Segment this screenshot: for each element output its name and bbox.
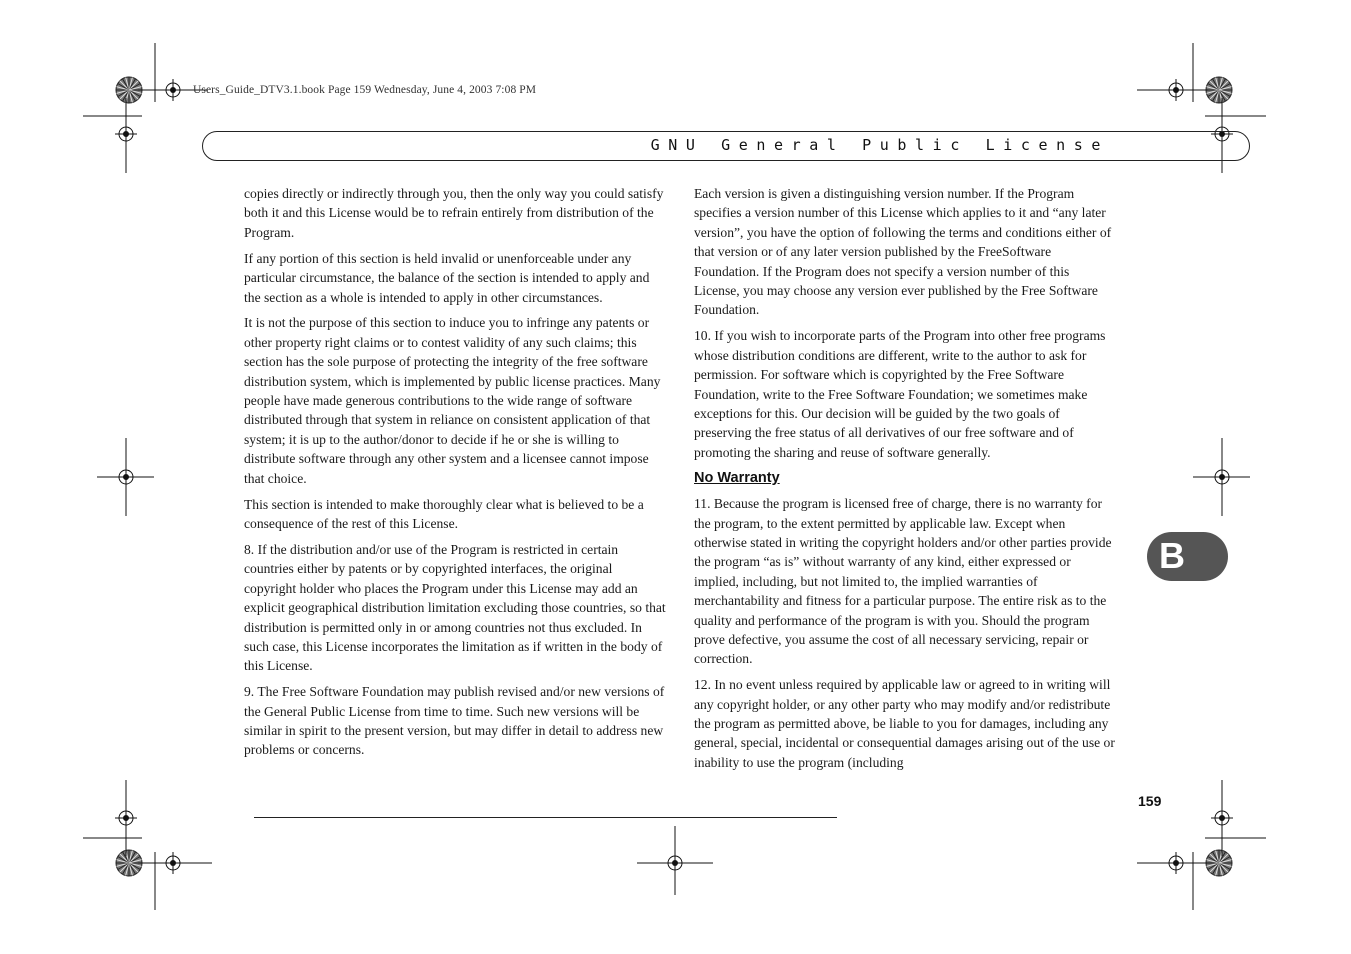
paragraph: This section is intended to make thoroughly clear what is believed to be a consequence of the rest of this License. [244,496,644,531]
paragraph: 8. If the distribution and/or use of the Program is restricted in certain countries either by patents or by copyrighted interfaces, the original copyright holder who places the Program under this License may add an explicit geographical distribution limitation excluding those countries, so that distribution is permitted only in or among countries not thus excluded. In such case, this License incorporates the limitation as if written in the body of this License. [244,541,666,674]
book-slug: Users_Guide_DTV3.1.book Page 159 Wednesday, June 4, 2003 7:08 PM [193,84,537,96]
right-column [694,184,1116,779]
running-header [202,131,1250,161]
chapter-tab: B [1147,532,1228,581]
paragraph: 9. The Free Software Foundation may publish revised and/or new versions of the General Public License from time to time. Such new versions will be similar in spirit to the present version, but may differ in detail to address new problems or concerns. [244,684,665,758]
paragraph: copies directly or indirectly through you, then the only way you could satisfy both it and this License would be to refrain entirely from distribution of the Program. [244,186,664,240]
paragraph: If any portion of this section is held invalid or unenforceable under any particular circumstance, the balance of the section is intended to apply and the section as a whole is intended to apply in other circumstances. [244,250,650,305]
header-title: GNU General Public License [650,136,1109,154]
left-column [244,184,666,766]
paragraph: 10. If you wish to incorporate parts of the Program into other free programs whose distribution conditions are different, write to the author to ask for permission. For software which is copyrighted by the Free Software Foundation, write to the Free Software Foundation; we sometimes make exceptions for this. Our decision will be guided by the two goals of preserving the free status of all derivatives of our free software and of promoting the sharing and reuse of software generally. [694,328,1106,460]
color-target-icon [1206,77,1232,103]
section-heading: No Warranty [694,469,780,486]
paragraph: Each version is given a distinguishing version number. If the Program specifies a version number of this License which applies to it and “any later version”, you have the option of following the terms and conditions either of that version or of any later version published by the FreeSoftware Foundation. If the Program does not specify a version number of this License, you may choose any version ever published by the Free Software Foundation. [694,186,1112,318]
paragraph: 11. Because the program is licensed free of charge, there is no warranty for the program, to the extent permitted by applicable law. Except when otherwise stated in writing the copyright holders and/or other parties provide the program “as is” without warranty of any kind, either expressed or implied, including, but not limited to, the implied warranties of merchantability and fitness for a particular purpose. The entire risk as to the quality and performance of the program is with you. Should the program prove defective, you assume the cost of all necessary servicing, repair or correction. [694,496,1112,667]
paragraph: It is not the purpose of this section to induce you to infringe any patents or other property right claims or to contest validity of any such claims; this section has the sole purpose of protecting the integrity of the free software distribution system, which is implemented by public license practices. Many people have made generous contributions to the wide range of software distributed through that system in reliance on consistent application of that system; it is up to the author/donor to decide if he or she is willing to distribute software through any other system and a licensee cannot impose that choice. [244,315,661,486]
footer-rule [254,817,837,818]
paragraph: 12. In no event unless required by applicable law or agreed to in writing will any copyright holder, or any other party who may modify and/or redistribute the program as permitted above, be liable to you for damages, including any general, special, incidental or consequential damages arising out of the use or inability to use the program (including [694,677,1115,770]
page-number: 159 [1138,793,1162,809]
